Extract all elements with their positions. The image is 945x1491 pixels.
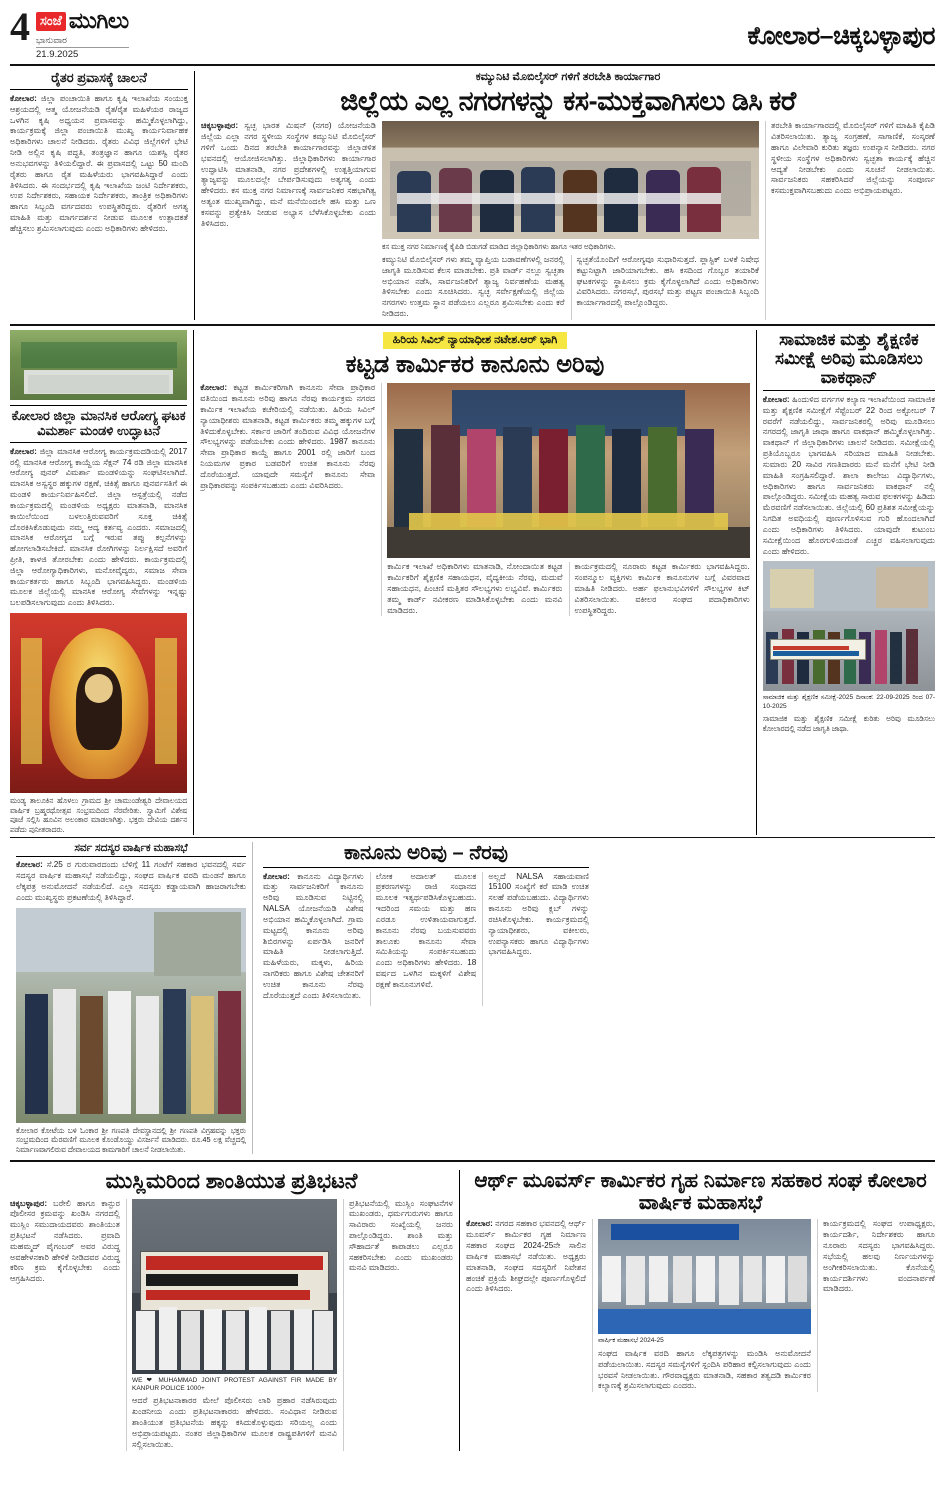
- main-story-kicker: ಕಮ್ಯುನಿಟಿ ಮೊಬಿಲೈಸರ್ ಗಳಿಗೆ ತರಬೇತಿ ಕಾರ್ಯಾಗಾರ: [475, 71, 661, 83]
- masthead: [10, 4, 935, 66]
- main-story-headline: ಜಿಲ್ಲೆಯ ಎಲ್ಲ ನಗರಗಳನ್ನು ಕಸ-ಮುಕ್ತವಾಗಿಸಲು ಡಿಸಿ ಕರೆ: [340, 86, 796, 116]
- left-story2-text: ಜಿಲ್ಲಾ ಮಾನಸಿಕ ಆರೋಗ್ಯ ಕಾರ್ಯಕ್ರಮದಡಿಯಲ್ಲಿ 2017 ರಲ್ಲಿ ಮಾನಸಿಕ ಆರೋಗ್ಯ ಕಾಯ್ದೆಯ ಸೆಕ್ಷನ್ 74 ರಡಿ ಜಿಲ್ಲಾ ಮಾನಸಿಕ ಆರೋಗ್ಯ ಪುನರ್ ವಿಮರ್ಶಾ ಮಂಡಳಿಯನ್ನು ಸಂಘಟಿಸಲಾಗಿದೆ. ಮಾನಸಿಕ ಅಸ್ವಸ್ಥರ ಹಕ್ಕುಗಳ ರಕ್ಷಣೆ, ಚಿಕಿತ್ಸೆ ಹಾಗೂ ಪುನರ್ವಸತಿಗೆ ಈ ಮಂಡಳಿ ಕಾರ್ಯನಿರ್ವಹಿಸಲಿದೆ. ಜಿಲ್ಲಾ ಆಸ್ಪತ್ರೆಯಲ್ಲಿ ನಡೆದ ಕಾರ್ಯಕ್ರಮದಲ್ಲಿ ಮಂಡಳಿಯ ಅಧ್ಯಕ್ಷರು ಮಾತನಾಡಿ, ಮಾನಸಿಕ ಕಾಯಿಲೆಯಿಂದ ಬಳಲುತ್ತಿರುವವರಿಗೆ ಸೂಕ್ತ ಚಿಕಿತ್ಸೆ ದೊರಕಿಸಿಕೊಡುವುದು ನಮ್ಮ ಆದ್ಯ ಕರ್ತವ್ಯ ಎಂದರು. ಸಮಾಜದಲ್ಲಿ ಮಾನಸಿಕ ಆರೋಗ್ಯದ ಬಗ್ಗೆ ಇರುವ ತಪ್ಪು ಕಲ್ಪನೆಗಳನ್ನು ಹೋಗಲಾಡಿಸಬೇಕಿದೆ. ಮಾನಸಿಕ ರೋಗಿಗಳನ್ನು ನಿರ್ಲಕ್ಷಿಸದೆ ಅವರಿಗೆ ಪ್ರೀತಿ, ಕಾಳಜಿ ತೋರಬೇಕು ಎಂದು ಹೇಳಿದರು. ಕಾರ್ಯಕ್ರಮದಲ್ಲಿ ಜಿಲ್ಲಾ ಆರೋಗ್ಯಾಧಿಕಾರಿಗಳು, ಮನೋವೈದ್ಯರು, ಸಮಾಜ ಸೇವಾ ಕಾರ್ಯಕರ್ತರು ಹಾಗೂ ಸಿಬ್ಬಂದಿ ಭಾಗವಹಿಸಿದ್ದರು. ಮಂಡಳಿಯ ಮೂಲಕ ಜಿಲ್ಲೆಯಲ್ಲಿ ಮಾನಸಿಕ ಆರೋಗ್ಯ ಸೇವೆಗಳನ್ನು ಇನ್ನಷ್ಟು ಬಲಪಡಿಸಲಾಗುವುದು ಎಂದು ತಿಳಿಸಿದರು.: [10, 446, 188, 608]
- nalsa-headline: ಕಾನೂನು ಅರಿವು – ನೆರವು: [263, 842, 589, 868]
- right-story-dateline: ಕೋಲಾರ:: [762, 394, 790, 404]
- bottom-right-col2: ಸಂಘದ ವಾರ್ಷಿಕ ವರದಿ ಹಾಗೂ ಲೆಕ್ಕಪತ್ರಗಳನ್ನು ಮಂಡಿಸಿ ಅನುಮೋದನೆ ಪಡೆಯಲಾಯಿತು. ಸದಸ್ಯರ ಸಮಸ್ಯೆಗಳಿಗೆ ಸ್ಪಂದಿಸಿ ಪರಿಹಾರ ಕಲ್ಪಿಸಲಾಗುವುದು ಎಂದು ಭರವಸೆ ನೀಡಲಾಯಿತು. ಗೌರವಾಧ್ಯಕ್ಷರು ಮಾತನಾಡಿ, ಸಹಕಾರ ತತ್ವದಡಿ ಕಾರ್ಮಿಕರ ಕಲ್ಯಾಣಕ್ಕೆ ಶ್ರಮಿಸಲಾಗುವುದು ಎಂದರು.: [598, 1348, 811, 1391]
- top-section: [10, 71, 935, 320]
- left-story1-dateline: ಕೋಲಾರ:: [10, 93, 37, 103]
- left-column: [10, 71, 188, 320]
- main-story-col1-text: ಸ್ವಚ್ಛ ಭಾರತ ಮಿಷನ್ (ನಗರ) ಯೋಜನೆಯಡಿ ಜಿಲ್ಲೆಯ ಎಲ್ಲಾ ನಗರ ಸ್ಥಳೀಯ ಸಂಸ್ಥೆಗಳ ಕಮ್ಯುನಿಟಿ ಮೊಬಿಲೈಸರ್ ಗಳಿಗೆ ಒಂದು ದಿನದ ತರಬೇತಿ ಕಾರ್ಯಾಗಾರವನ್ನು ಜಿಲ್ಲಾಡಳಿತ ಭವನದಲ್ಲಿ ಆಯೋಜಿಸಲಾಗಿತ್ತು. ಜಿಲ್ಲಾಧಿಕಾರಿಗಳು ಕಾರ್ಯಾಗಾರ ಉದ್ಘಾಟಿಸಿ ಮಾತನಾಡಿ, ನಗರ ಪ್ರದೇಶಗಳಲ್ಲಿ ಉತ್ಪತ್ತಿಯಾಗುವ ತ್ಯಾಜ್ಯವನ್ನು ಮೂಲದಲ್ಲೇ ಬೇರ್ಪಡಿಸುವುದು ಅತ್ಯಗತ್ಯ ಎಂದು ಹೇಳಿದರು. ಕಸ ಮುಕ್ತ ನಗರ ನಿರ್ಮಾಣಕ್ಕೆ ಸಾರ್ವಜನಿಕರ ಸಹಭಾಗಿತ್ವ ಅತ್ಯಂತ ಮುಖ್ಯವಾಗಿದ್ದು, ಮನೆ ಮನೆಯಿಂದಲೇ ಹಸಿ ಮತ್ತು ಒಣ ಕಸವನ್ನು ಪ್ರತ್ಯೇಕಿಸಿ ನೀಡುವ ಅಭ್ಯಾಸ ಬೆಳೆಸಿಕೊಳ್ಳಬೇಕು ಎಂದು ತಿಳಿಸಿದರು.: [201, 121, 376, 228]
- legal-story-band: ಹಿರಿಯ ಸಿವಿಲ್ ನ್ಯಾಯಾಧೀಶ ನಟೇಶ.ಆರ್ ಭಾಗಿ: [383, 332, 568, 349]
- protest-banner-text: WE ❤ MUHAMMAD JOINT PROTEST AGAINST FIR MADE BY KANPUR POLICE 1000+: [132, 1376, 337, 1392]
- agm-text: ಸೆ.25 ರ ಗುರುವಾರದಂದು ಬೆಳಿಗ್ಗೆ 11 ಗಂಟೆಗೆ ಸಹಕಾರ ಭವನದಲ್ಲಿ ಸರ್ವ ಸದಸ್ಯರ ವಾರ್ಷಿಕ ಮಹಾಸಭೆ ನಡೆಯಲಿದ್ದು, ಸಂಘದ ವಾರ್ಷಿಕ ವರದಿ ಮಂಡನೆ ಹಾಗೂ ಲೆಕ್ಕಪತ್ರ ಅನುಮೋದನೆ ನಡೆಯಲಿದೆ. ಎಲ್ಲಾ ಸದಸ್ಯರು ಕಡ್ಡಾಯವಾಗಿ ಹಾಜರಾಗಬೇಕು ಎಂದು ಮುಖ್ಯಸ್ಥರು ಪ್ರಕಟಣೆಯಲ್ಲಿ ತಿಳಿಸಿದ್ದಾರೆ.: [16, 860, 246, 902]
- bottom-right-col1-text: ನಗರದ ಸಹಕಾರ ಭವನದಲ್ಲಿ ಆರ್ಥ್ ಮೂವರ್ಸ್ ಕಾರ್ಮಿಕರ ಗೃಹ ನಿರ್ಮಾಣ ಸಹಕಾರ ಸಂಘದ 2024-25ನೇ ಸಾಲಿನ ವಾರ್ಷಿಕ ಮಹಾಸಭೆ ನಡೆಯಿತು. ಅಧ್ಯಕ್ಷರು ಮಾತನಾಡಿ, ಸಂಘದ ಸದಸ್ಯರಿಗೆ ನಿವೇಶನ ಹಂಚಿಕೆ ಪ್ರಕ್ರಿಯೆ ಶೀಘ್ರದಲ್ಲೇ ಪೂರ್ಣಗೊಳ್ಳಲಿದೆ ಎಂದು ತಿಳಿಸಿದರು.: [466, 1219, 586, 1294]
- logo-text: ಮುಗಿಲು: [68, 8, 129, 33]
- right-story-text: ಹಿಂದುಳಿದ ವರ್ಗಗಳ ಕಲ್ಯಾಣ ಇಲಾಖೆಯಿಂದ ಸಾಮಾಜಿಕ ಮತ್ತು ಶೈಕ್ಷಣಿಕ ಸಮೀಕ್ಷೆಗೆ ಸೆಪ್ಟೆಂಬರ್ 22 ರಿಂದ ಅಕ್ಟೋಬರ್ 7 ರವರೆಗೆ ನಡೆಯಲಿದ್ದು, ಸಾರ್ವಜನಿಕರಲ್ಲಿ ಅರಿವು ಮೂಡಿಸಲು ನಗರದಲ್ಲಿ ಜಾಗೃತಿ ಜಾಥಾ ಹಾಗೂ ವಾಕಥಾನ್ ಹಮ್ಮಿಕೊಳ್ಳಲಾಗಿತ್ತು. ವಾಕಥಾನ್ ಗೆ ಜಿಲ್ಲಾಧಿಕಾರಿಗಳು ಚಾಲನೆ ನೀಡಿದರು. ಸಮೀಕ್ಷೆಯಲ್ಲಿ ಪ್ರತಿಯೊಬ್ಬರೂ ಭಾಗವಹಿಸಿ ಸರಿಯಾದ ಮಾಹಿತಿ ನೀಡಬೇಕು. ಸುಮಾರು 20 ಸಾವಿರ ಗಣತಿದಾರರು ಮನೆ ಮನೆಗೆ ಭೇಟಿ ನೀಡಿ ಮಾಹಿತಿ ಸಂಗ್ರಹಿಸಲಿದ್ದಾರೆ. ಶಾಲಾ ಕಾಲೇಜು ವಿದ್ಯಾರ್ಥಿಗಳು, ಅಧಿಕಾರಿಗಳು ಹಾಗೂ ಸಾರ್ವಜನಿಕರು ವಾಕಥಾನ್ ನಲ್ಲಿ ಪಾಲ್ಗೊಂಡಿದ್ದರು. ಸಮೀಕ್ಷೆಯ ಮಹತ್ವ ಸಾರುವ ಫಲಕಗಳನ್ನು ಹಿಡಿದು ಮೆರವಣಿಗೆ ನಡೆಸಲಾಯಿತು. ಜಿಲ್ಲೆಯಲ್ಲಿ 60 ಪ್ರತಿಶತ ಸಮೀಕ್ಷೆಯನ್ನು ನಿಗದಿತ ಅವಧಿಯಲ್ಲಿ ಪೂರ್ಣಗೊಳಿಸುವ ಗುರಿ ಹೊಂದಲಾಗಿದೆ ಎಂದು ಅಧಿಕಾರಿಗಳು ತಿಳಿಸಿದರು. ಯಾವುದೇ ಕುಟುಂಬ ಸಮೀಕ್ಷೆಯಿಂದ ಹೊರಗುಳಿಯದಂತೆ ಎಚ್ಚರ ವಹಿಸಲಾಗುವುದು ಎಂದು ಹೇಳಿದರು.: [762, 394, 936, 556]
- bottom-right-banner-text: ವಾರ್ಷಿಕ ಮಹಾಸಭೆ 2024-25: [598, 1337, 664, 1345]
- left-story2: [10, 330, 187, 835]
- bottom-left-center: [126, 1199, 337, 1451]
- page-number: 4: [10, 4, 30, 49]
- legal-story-col3: ಕಾರ್ಯಕ್ರಮದಲ್ಲಿ ನೂರಾರು ಕಟ್ಟಡ ಕಾರ್ಮಿಕರು ಭಾಗವಹಿಸಿದ್ದರು. ಸಂಪನ್ಮೂಲ ವ್ಯಕ್ತಿಗಳು ಕಾರ್ಮಿಕ ಕಾನೂನುಗಳ ಬಗ್ಗೆ ವಿವರವಾದ ಮಾಹಿತಿ ನೀಡಿದರು. ಅರ್ಹ ಫಲಾನುಭವಿಗಳಿಗೆ ಸೌಲಭ್ಯಗಳ ಕಿಟ್ ವಿತರಿಸಲಾಯಿತು. ವಕೀಲರ ಸಂಘದ ಪದಾಧಿಕಾರಿಗಳು ಉಪಸ್ಥಿತರಿದ್ದರು.: [569, 562, 750, 616]
- bottom-right-dateline: ಕೋಲಾರ:: [466, 1219, 493, 1229]
- nalsa-col1-text: ಕಾನೂನು ವಿದ್ಯಾರ್ಥಿಗಳು ಮತ್ತು ಸಾರ್ವಜನಿಕರಿಗೆ ಕಾನೂನು ಅರಿವು ಮೂಡಿಸುವ ನಿಟ್ಟಿನಲ್ಲಿ NALSA ಯೋಜನೆಯಡಿ ವಿಶೇಷ ಅಭಿಯಾನ ಹಮ್ಮಿಕೊಳ್ಳಲಾಗಿದೆ. ಗ್ರಾಮ ಮಟ್ಟದಲ್ಲಿ ಕಾನೂನು ಅರಿವು ಶಿಬಿರಗಳನ್ನು ಏರ್ಪಡಿಸಿ ಜನರಿಗೆ ಮಾಹಿತಿ ನೀಡಲಾಗುತ್ತಿದೆ. ಮಹಿಳೆಯರು, ಮಕ್ಕಳು, ಹಿರಿಯ ನಾಗರಿಕರು ಹಾಗೂ ವಿಶೇಷ ಚೇತನರಿಗೆ ಉಚಿತ ಕಾನೂನು ನೆರವು ದೊರೆಯುತ್ತದೆ ಎಂದು ತಿಳಿಸಲಾಯಿತು.: [263, 871, 364, 1000]
- legal-story-photo: [387, 383, 750, 558]
- nalsa-col3: ಅಲ್ಲದೆ NALSA ಸಹಾಯವಾಣಿ 15100 ಸಂಖ್ಯೆಗೆ ಕರೆ ಮಾಡಿ ಉಚಿತ ಸಲಹೆ ಪಡೆಯಬಹುದು. ವಿದ್ಯಾರ್ಥಿಗಳು ಕಾನೂನು ಅರಿವು ಕ್ಲಬ್ ಗಳನ್ನು ರಚಿಸಿಕೊಳ್ಳಬೇಕು. ಕಾರ್ಯಕ್ರಮದಲ್ಲಿ ನ್ಯಾಯಾಧೀಶರು, ವಕೀಲರು, ಉಪನ್ಯಾಸಕರು ಹಾಗೂ ವಿದ್ಯಾರ್ಥಿಗಳು ಭಾಗವಹಿಸಿದ್ದರು.: [482, 872, 589, 1006]
- bottom-left-story: [10, 1170, 460, 1450]
- masthead-left: [10, 4, 129, 60]
- main-story-col4: ತರಬೇತಿ ಕಾರ್ಯಾಗಾರದಲ್ಲಿ ಮೊಬಿಲೈಸರ್ ಗಳಿಗೆ ಮಾಹಿತಿ ಕೈಪಿಡಿ ವಿತರಿಸಲಾಯಿತು. ತ್ಯಾಜ್ಯ ಸಂಗ್ರಹಣೆ, ಸಾಗಾಣಿಕೆ, ಸಂಸ್ಕರಣೆ ಹಾಗೂ ವಿಲೇವಾರಿ ಕುರಿತು ತಜ್ಞರು ಉಪನ್ಯಾಸ ನೀಡಿದರು. ನಗರ ಸ್ಥಳೀಯ ಸಂಸ್ಥೆಗಳ ಅಧಿಕಾರಿಗಳು ಸ್ವಚ್ಛತಾ ಕಾರ್ಯಕ್ಕೆ ಹೆಚ್ಚಿನ ಆದ್ಯತೆ ನೀಡಬೇಕು ಎಂದು ಸೂಚನೆ ನೀಡಲಾಯಿತು. ಸಾರ್ವಜನಿಕರು ಸಹಕರಿಸಿದರೆ ಜಿಲ್ಲೆಯನ್ನು ಸಂಪೂರ್ಣ ಕಸಮುಕ್ತವಾಗಿಸಬಹುದು ಎಂದು ಅಭಿಪ್ರಾಯಪಟ್ಟರು.: [765, 121, 935, 320]
- right-story-headline: ಸಾಮಾಜಿಕ ಮತ್ತು ಶೈಕ್ಷಣಿಕ ಸಮೀಕ್ಷೆ ಅರಿವು ಮೂಡಿಸಲು ವಾಕಥಾನ್: [763, 330, 935, 391]
- bottom-left-col3: ಪ್ರತಿಭಟನೆಯಲ್ಲಿ ಮುಸ್ಲಿಂ ಸಂಘಟನೆಗಳ ಮುಖಂಡರು, ಧರ್ಮಗುರುಗಳು ಹಾಗೂ ಸಾವಿರಾರು ಸಂಖ್ಯೆಯಲ್ಲಿ ಜನರು ಪಾಲ್ಗೊಂಡಿದ್ದರು. ಶಾಂತಿ ಮತ್ತು ಸೌಹಾರ್ದತೆ ಕಾಪಾಡಲು ಎಲ್ಲರೂ ಸಹಕರಿಸಬೇಕು ಎಂದು ಮುಖಂಡರು ಮನವಿ ಮಾಡಿದರು.: [343, 1199, 453, 1451]
- logo-subtitle: ಭಾನುವಾರ: [36, 35, 67, 45]
- main-story-dateline: ಚಿಕ್ಕಬಳ್ಳಾಪುರ:: [201, 121, 239, 131]
- bottom-right-col3: ಕಾರ್ಯಕ್ರಮದಲ್ಲಿ ಸಂಘದ ಉಪಾಧ್ಯಕ್ಷರು, ಕಾರ್ಯದರ್ಶಿ, ನಿರ್ದೇಶಕರು ಹಾಗೂ ನೂರಾರು ಸದಸ್ಯರು ಭಾಗವಹಿಸಿದ್ದರು. ಸಭೆಯಲ್ಲಿ ಹಲವು ನಿರ್ಣಯಗಳನ್ನು ಅಂಗೀಕರಿಸಲಾಯಿತು. ಕೊನೆಯಲ್ಲಿ ಕಾರ್ಯದರ್ಶಿಗಳು ವಂದನಾರ್ಪಣೆ ಮಾಡಿದರು.: [817, 1219, 935, 1392]
- publication-date: 21.9.2025: [36, 47, 129, 60]
- walkathon-photo: [763, 561, 935, 691]
- bottom-left-col1: [10, 1199, 120, 1451]
- nalsa-col1: [263, 872, 364, 1006]
- temple-photo-caption: ಮಂಡ್ಯ ತಾಲೂಕಿನ ಹೊಳಲು ಗ್ರಾಮದ ಶ್ರೀ ಚಾಮುಂಡೇಶ್ವರಿ ದೇವಾಲಯದ ವಾರ್ಷಿಕ ಬ್ರಹ್ಮರಥೋತ್ಸವ ಸಂಭ್ರಮದಿಂದ ನೆರವೇರಿತು. ಸ್ವಾಮಿಗೆ ವಿಶೇಷ ಪೂಜೆ ಸಲ್ಲಿಸಿ ಹೂವಿನ ಅಲಂಕಾರ ಮಾಡಲಾಗಿತ್ತು. ಭಕ್ತರು ದೇವಿಯ ದರ್ಶನ ಪಡೆದು ಪುನೀತರಾದರು.: [10, 796, 188, 834]
- main-story-col3: ಸ್ವಚ್ಛತೆಯೊಂದಿಗೆ ಆರೋಗ್ಯವೂ ಸುಧಾರಿಸುತ್ತದೆ. ಪ್ಲಾಸ್ಟಿಕ್ ಬಳಕೆ ನಿಷೇಧ ಕಟ್ಟುನಿಟ್ಟಾಗಿ ಜಾರಿಯಾಗಬೇಕು. ಹಸಿ ಕಸದಿಂದ ಗೊಬ್ಬರ ತಯಾರಿಕೆ ಘಟಕಗಳನ್ನು ಸ್ಥಾಪಿಸಲು ಕ್ರಮ ಕೈಗೊಳ್ಳಲಾಗಿದೆ ಎಂದು ಅಧಿಕಾರಿಗಳು ವಿವರಿಸಿದರು. ನಗರಸಭೆ, ಪುರಸಭೆ ಮತ್ತು ಪಟ್ಟಣ ಪಂಚಾಯಿತಿ ಸಿಬ್ಬಂದಿ ಕಾರ್ಯಾಗಾರದಲ್ಲಿ ಪಾಲ್ಗೊಂಡಿದ್ದರು.: [571, 255, 760, 320]
- agm-body: [16, 860, 246, 903]
- edition-title: ಕೋಲಾರ–ಚಿಕ್ಕಬಳ್ಳಾಪುರ: [747, 22, 935, 50]
- legal-story-right: [381, 383, 750, 616]
- legal-story-dateline: ಕೋಲಾರ:: [200, 383, 228, 393]
- main-story-photo: [382, 121, 759, 239]
- bottom-left-dateline: ಚಿಕ್ಕಬಳ್ಳಾಪುರ:: [10, 1198, 48, 1208]
- nalsa-col2: ಲೋಕ ಅದಾಲತ್ ಮೂಲಕ ಪ್ರಕರಣಗಳನ್ನು ರಾಜಿ ಸಂಧಾನದ ಮೂಲಕ ಇತ್ಯರ್ಥಪಡಿಸಿಕೊಳ್ಳಬಹುದು. ಇದರಿಂದ ಸಮಯ ಮತ್ತು ಹಣ ಎರಡೂ ಉಳಿತಾಯವಾಗುತ್ತದೆ. ಕಾನೂನು ನೆರವು ಬಯಸುವವರು ತಾಲೂಕು ಕಾನೂನು ಸೇವಾ ಸಮಿತಿಯನ್ನು ಸಂಪರ್ಕಿಸಬಹುದು ಎಂದು ಅಧಿಕಾರಿಗಳು ಹೇಳಿದರು. 18 ವರ್ಷದ ಒಳಗಿನ ಮಕ್ಕಳಿಗೆ ವಿಶೇಷ ರಕ್ಷಣೆ ಕಾನೂನುಗಳಿವೆ.: [370, 872, 477, 1006]
- agm-meeting-photo: [598, 1219, 811, 1334]
- logo-block: [36, 8, 129, 60]
- legal-story: [193, 330, 757, 835]
- legal-story-col1: [200, 383, 375, 616]
- bottom-right-story: [466, 1170, 935, 1450]
- left-story2-headline: ಕೋಲಾರ ಜಿಲ್ಲಾ ಮಾನಸಿಕ ಆರೋಗ್ಯ ಘಟಕ ವಿಮರ್ಶಾ ಮಂಡಳಿ ಉದ್ಘಾಟನೆ: [10, 405, 187, 443]
- left-story1-headline: ರೈತರ ಪ್ರವಾಸಕ್ಕೆ ಚಾಲನೆ: [10, 71, 188, 90]
- tractor-photo: [10, 330, 187, 400]
- bottom-right-center: [592, 1219, 811, 1392]
- right-story: [763, 330, 935, 835]
- bottom-left-headline: ಮುಸ್ಲಿಮರಿಂದ ಶಾಂತಿಯುತ ಪ್ರತಿಭಟನೆ: [105, 1170, 358, 1194]
- agm-headline: ಸರ್ವ ಸದಸ್ಯರ ವಾರ್ಷಿಕ ಮಹಾಸಭೆ: [16, 842, 246, 858]
- left-story1-text: ಜಿಲ್ಲಾ ಪಂಚಾಯಿತಿ ಹಾಗೂ ಕೃಷಿ ಇಲಾಖೆಯ ಸಂಯುಕ್ತ ಆಶ್ರಯದಲ್ಲಿ ಆತ್ಮ ಯೋಜನೆಯಡಿ ರೈತ/ರೈತ ಮಹಿಳೆಯರ ರಾಜ್ಯದ ಒಳಗಿನ ಕೃಷಿ ಅಧ್ಯಯನ ಪ್ರವಾಸವನ್ನು ಹಮ್ಮಿಕೊಳ್ಳಲಾಗಿದ್ದು, ಕಾರ್ಯಕ್ರಮಕ್ಕೆ ಜಿಲ್ಲಾ ಪಂಚಾಯಿತಿ ಮುಖ್ಯ ಕಾರ್ಯನಿರ್ವಾಹಕ ಅಧಿಕಾರಿಗಳು ಚಾಲನೆ ನೀಡಿದರು. ರೈತರು ವಿವಿಧ ಜಿಲ್ಲೆಗಳಿಗೆ ಭೇಟಿ ನೀಡಿ ಅಲ್ಲಿನ ಕೃಷಿ ಪದ್ಧತಿ, ತಂತ್ರಜ್ಞಾನ ಹಾಗೂ ಯಶಸ್ವಿ ರೈತರ ಅನುಭವಗಳನ್ನು ತಿಳಿಯಲಿದ್ದಾರೆ. ಈ ಪ್ರವಾಸದಲ್ಲಿ ಒಟ್ಟು 50 ಮಂದಿ ರೈತರು ಹಾಗೂ ರೈತ ಮಹಿಳೆಯರು ಭಾಗವಹಿಸಿದ್ದಾರೆ ಎಂದು ತಿಳಿಸಿದರು. ಈ ಸಂದರ್ಭದಲ್ಲಿ ಕೃಷಿ ಇಲಾಖೆಯ ಜಂಟಿ ನಿರ್ದೇಶಕರು, ಉಪ ನಿರ್ದೇಶಕರು, ಸಹಾಯಕ ನಿರ್ದೇಶಕರು, ತಾಂತ್ರಿಕ ಅಧಿಕಾರಿಗಳು ಹಾಗೂ ಸಿಬ್ಬಂದಿ ವರ್ಗದವರು ಉಪಸ್ಥಿತರಿದ್ದರು. ರೈತರಿಗೆ ಅಗತ್ಯ ಮಾಹಿತಿ ಮತ್ತು ಮಾರ್ಗದರ್ಶನ ನೀಡುವ ಮೂಲಕ ಉತ್ಪಾದಕತೆ ಹೆಚ್ಚಿಸಲು ಶ್ರಮಿಸಲಾಗುವುದು ಎಂದು ಅಧಿಕಾರಿಗಳು ಹೇಳಿದರು.: [10, 93, 188, 233]
- protest-photo: [132, 1199, 337, 1374]
- legal-story-col2: ಕಾರ್ಮಿಕ ಇಲಾಖೆ ಅಧಿಕಾರಿಗಳು ಮಾತನಾಡಿ, ನೋಂದಾಯಿತ ಕಟ್ಟಡ ಕಾರ್ಮಿಕರಿಗೆ ಶೈಕ್ಷಣಿಕ ಸಹಾಯಧನ, ವೈದ್ಯಕೀಯ ನೆರವು, ಮದುವೆ ಸಹಾಯಧನ, ಪಿಂಚಣಿ ಮತ್ತಿತರ ಸೌಲಭ್ಯಗಳು ಲಭ್ಯವಿವೆ. ಕಾರ್ಮಿಕರು ತಮ್ಮ ಕಾರ್ಡ್ ನವೀಕರಣ ಮಾಡಿಸಿಕೊಳ್ಳಬೇಕು ಎಂದು ಮನವಿ ಮಾಡಿದರು.: [387, 562, 563, 615]
- main-story-col2: ಕಮ್ಯುನಿಟಿ ಮೊಬಿಲೈಸರ್ ಗಳು ತಮ್ಮ ವ್ಯಾಪ್ತಿಯ ಬಡಾವಣೆಗಳಲ್ಲಿ ಜನರಲ್ಲಿ ಜಾಗೃತಿ ಮೂಡಿಸುವ ಕೆಲಸ ಮಾಡಬೇಕು. ಪ್ರತಿ ವಾರ್ಡ್ ನಲ್ಲೂ ಸ್ವಚ್ಛತಾ ಅಭಿಯಾನ ನಡೆಸಿ, ಸಾರ್ವಜನಿಕರಿಗೆ ತ್ಯಾಜ್ಯ ನಿರ್ವಹಣೆಯ ಮಹತ್ವ ತಿಳಿಸಬೇಕು ಎಂದು ಸೂಚಿಸಿದರು. ಸ್ವಚ್ಛ ಸರ್ವೇಕ್ಷಣೆಯಲ್ಲಿ ಜಿಲ್ಲೆಯ ನಗರಗಳು ಉತ್ತಮ ಸ್ಥಾನ ಪಡೆಯಲು ಎಲ್ಲರೂ ಶ್ರಮಿಸಬೇಕು ಎಂದು ಕರೆ ನೀಡಿದರು.: [382, 254, 565, 318]
- walkathon-banner-text: ಸಾಮಾಜಿಕ ಮತ್ತು ಶೈಕ್ಷಣಿಕ ಸಮೀಕ್ಷೆ-2025 ದಿನಾಂಕ: 22-09-2025 ರಿಂದ 07-10-2025: [762, 694, 936, 710]
- bottom-divider: [10, 1160, 935, 1162]
- main-story-body: [201, 121, 935, 320]
- nalsa-story: [259, 842, 589, 1155]
- bottom-right-headline: ಆರ್ಥ್ ಮೂವರ್ಸ್ ಕಾರ್ಮಿಕರ ಗೃಹ ನಿರ್ಮಾಣ ಸಹಕಾರ ಸಂಘ ಕೋಲಾರ ವಾರ್ಷಿಕ ಮಹಾಸಭೆ: [474, 1170, 927, 1215]
- section-three: [10, 837, 935, 1155]
- nalsa-dateline: ಕೋಲಾರ:: [263, 871, 290, 881]
- logo-row: [36, 8, 129, 34]
- agm-story: [16, 842, 253, 1155]
- main-story: [194, 71, 935, 320]
- main-story-col1: [201, 121, 376, 320]
- temple-deity-photo: [10, 613, 187, 793]
- right-story-body: [763, 395, 935, 557]
- left-story2-body: [10, 447, 187, 609]
- left-story2-dateline: ಕೋಲಾರ:: [10, 446, 37, 456]
- left-story1-body: [10, 94, 188, 235]
- legal-story-headline: ಕಟ್ಟಡ ಕಾರ್ಮಿಕರ ಕಾನೂನು ಅರಿವು: [345, 350, 605, 378]
- right-story-photo-caption: ಸಾಮಾಜಿಕ ಮತ್ತು ಶೈಕ್ಷಣಿಕ ಸಮೀಕ್ಷೆ ಕುರಿತು ಅರಿವು ಮೂಡಿಸಲು ಕೋಲಾರದಲ್ಲಿ ನಡೆದ ಜಾಗೃತಿ ಜಾಥಾ.: [762, 714, 936, 733]
- main-story-center: [382, 121, 759, 320]
- agm-dateline: ಕೋಲಾರ:: [16, 860, 43, 870]
- bottom-left-col2: ಆದರೆ ಪ್ರತಿಭಟನಾಕಾರರ ಮೇಲೆ ಪೊಲೀಸರು ಲಾಠಿ ಪ್ರಹಾರ ನಡೆಸಿರುವುದು ಖಂಡನೀಯ ಎಂದು ಪ್ರತಿಭಟನಾಕಾರರು ಹೇಳಿದರು. ಸಂವಿಧಾನ ನೀಡಿರುವ ಶಾಂತಿಯುತ ಪ್ರತಿಭಟನೆಯ ಹಕ್ಕನ್ನು ಕಸಿದುಕೊಳ್ಳುವುದು ಸರಿಯಲ್ಲ ಎಂದು ಅಭಿಪ್ರಾಯಪಟ್ಟರು. ನಂತರ ಜಿಲ್ಲಾಧಿಕಾರಿಗಳ ಮೂಲಕ ರಾಷ್ಟ್ರಪತಿಗಳಿಗೆ ಮನವಿ ಸಲ್ಲಿಸಲಾಯಿತು.: [132, 1396, 337, 1449]
- agm-photo-caption: ಕೋಲಾರ ಕೋಟೆಯ ಬಳಿ ಓಂಕಾರ ಶ್ರೀ ಗಣಪತಿ ದೇವಸ್ಥಾನದಲ್ಲಿ ಶ್ರೀ ಗಣಪತಿ ವಿಗ್ರಹವನ್ನು ಭಕ್ತರು ಸಂಭ್ರಮದಿಂದ ಮೆರವಣಿಗೆ ಮೂಲಕ ಕೊಂಡೊಯ್ದು ವಿಸರ್ಜನೆ ಮಾಡಿದರು. ರೂ.45 ಲಕ್ಷ ವೆಚ್ಚದಲ್ಲಿ ನಿರ್ಮಾಣವಾಗಲಿರುವ ದೇವಾಲಯದ ಕಾಮಗಾರಿಗೆ ಚಾಲನೆ ನೀಡಲಾಯಿತು.: [16, 1125, 246, 1154]
- section-two: [10, 324, 935, 835]
- logo-badge: ಸಂಜೆ: [36, 12, 66, 31]
- main-story-photo-caption: ಕಸ ಮುಕ್ತ ನಗರ ನಿರ್ಮಾಣಕ್ಕೆ ಕೈಪಿಡಿ ಬಿಡುಗಡೆ ಮಾಡಿದ ಜಿಲ್ಲಾಧಿಕಾರಿಗಳು ಹಾಗೂ ಇತರ ಅಧಿಕಾರಿಗಳು.: [382, 242, 616, 252]
- bottom-left-col1-text: ಬರೇಲಿ ಹಾಗೂ ಕಾನ್ಪುರ ಪೊಲೀಸರ ಕ್ರಮವನ್ನು ಖಂಡಿಸಿ ನಗರದಲ್ಲಿ ಮುಸ್ಲಿಂ ಸಮುದಾಯದವರು ಶಾಂತಿಯುತ ಪ್ರತಿಭಟನೆ ನಡೆಸಿದರು. ಪ್ರವಾದಿ ಮಹಮ್ಮದ್ ಪೈಗಂಬರ್ ಅವರ ವಿರುದ್ಧ ಅವಹೇಳನಕಾರಿ ಹೇಳಿಕೆ ನೀಡಿದವರ ವಿರುದ್ಧ ಕಠಿಣ ಕ್ರಮ ಕೈಗೊಳ್ಳಬೇಕು ಎಂದು ಆಗ್ರಹಿಸಿದರು.: [10, 1198, 120, 1284]
- legal-story-col1-text: ಕಟ್ಟಡ ಕಾರ್ಮಿಕರಿಗಾಗಿ ಕಾನೂನು ಸೇವಾ ಪ್ರಾಧಿಕಾರ ವತಿಯಿಂದ ಕಾನೂನು ಅರಿವು ಹಾಗೂ ನೆರವು ಕಾರ್ಯಕ್ರಮ ನಗರದ ಕಾರ್ಮಿಕ ಇಲಾಖೆಯ ಕಚೇರಿಯಲ್ಲಿ ನಡೆಯಿತು. ಹಿರಿಯ ಸಿವಿಲ್ ನ್ಯಾಯಾಧೀಶರು ಮಾತನಾಡಿ, ಕಟ್ಟಡ ಕಾರ್ಮಿಕರು ತಮ್ಮ ಹಕ್ಕುಗಳ ಬಗ್ಗೆ ತಿಳಿದುಕೊಳ್ಳಬೇಕು. ಸರ್ಕಾರ ಜಾರಿಗೆ ತಂದಿರುವ ವಿವಿಧ ಯೋಜನೆಗಳ ಸೌಲಭ್ಯಗಳನ್ನು ಪಡೆಯಬೇಕು ಎಂದು ಹೇಳಿದರು. 1987 ಕಾನೂನು ಸೇವಾ ಪ್ರಾಧಿಕಾರ ಕಾಯ್ದೆ ಹಾಗೂ 2001 ರಲ್ಲಿ ಜಾರಿಗೆ ಬಂದ ನಿಯಮಗಳ ಪ್ರಕಾರ ಬಡವರಿಗೆ ಉಚಿತ ಕಾನೂನು ನೆರವು ದೊರೆಯುತ್ತದೆ. ಯಾವುದೇ ಸಮಸ್ಯೆಗೆ ಕಾನೂನು ಸೇವಾ ಪ್ರಾಧಿಕಾರವನ್ನು ಸಂಪರ್ಕಿಸಬಹುದು ಎಂದು ವಿವರಿಸಿದರು.: [200, 383, 376, 490]
- bottom-right-col1: [466, 1219, 586, 1392]
- bottom-section: [10, 1166, 935, 1450]
- agm-photo: [16, 908, 246, 1123]
